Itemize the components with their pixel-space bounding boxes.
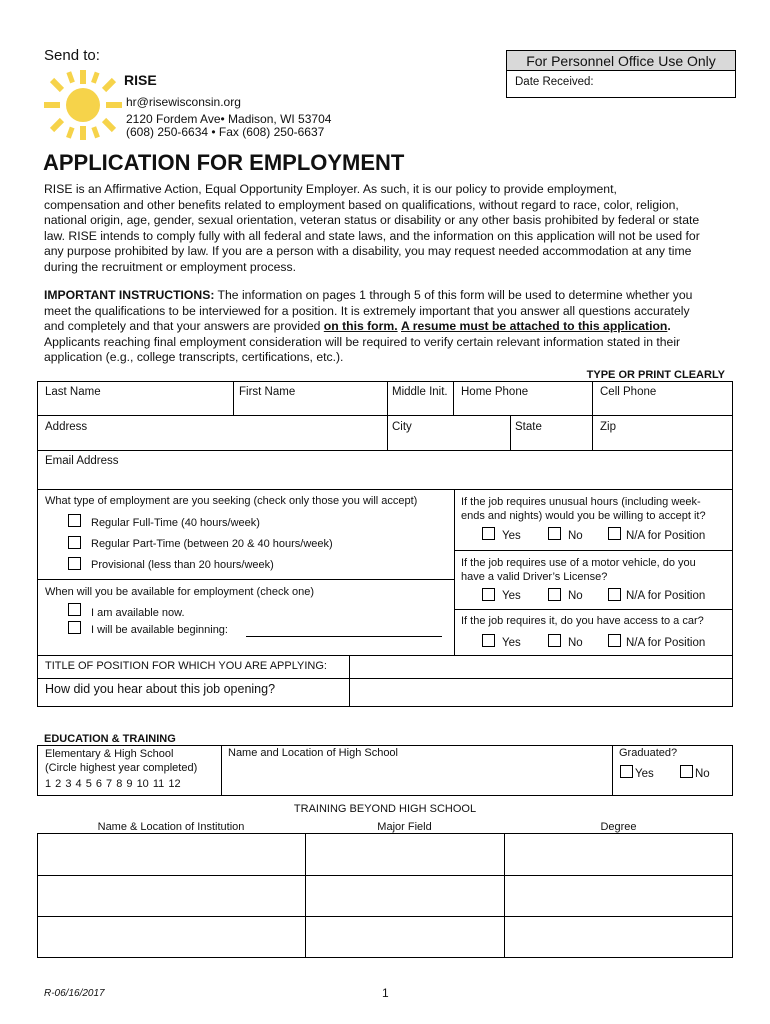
availability-question: When will you be available for employment (check one) [45,586,315,598]
type-or-print-note: TYPE OR PRINT CLEARLY [586,369,725,381]
license-na-checkbox[interactable] [608,588,621,601]
org-email: hr@risewisconsin.org [126,95,241,109]
instructions-text: Applicants reaching final employment consideration will be required to verify certain relevant information stated in their [44,334,681,349]
address-field[interactable]: Address [45,421,88,433]
label-line: (Circle highest year completed) [45,762,198,774]
instructions-text: and completely and that your answers are provided [44,319,324,334]
intro-line: law. RISE intends to comply fully with all federal and state laws, and the information on this application will not be used for [44,228,700,243]
license-yes-checkbox[interactable] [482,588,495,601]
license-na-label: N/A for Position [626,590,706,602]
car-yes-checkbox[interactable] [482,634,495,647]
part-time-checkbox[interactable] [68,536,81,549]
provisional-checkbox[interactable] [68,557,81,570]
personnel-office-box [506,50,736,98]
date-received-label: Date Received: [515,76,594,88]
intro-line: during the recruitment or employment process. [44,259,296,274]
available-beginning-label: I will be available beginning: [91,624,228,636]
unusual-hours-yes-label: Yes [502,530,521,542]
unusual-hours-question [461,495,706,523]
available-now-checkbox[interactable] [68,603,81,616]
license-no-label: No [568,590,583,602]
question-line: If the job requires unusual hours (including week- [461,496,701,508]
car-no-label: No [568,637,583,649]
training-row-2-degree[interactable] [505,876,732,915]
page-title: APPLICATION FOR EMPLOYMENT [43,150,405,175]
resume-requirement: A resume must be attached to this application [401,319,668,334]
label-line: Elementary & High School [45,748,174,760]
question-line: If the job requires use of a motor vehicle, do you [461,557,696,569]
training-row-2-major[interactable] [306,876,503,915]
graduated-no-label: No [695,768,710,780]
last-name-field[interactable]: Last Name [45,386,101,398]
how-heard-label: How did you hear about this job opening? [45,682,276,696]
org-name: RISE [124,72,157,88]
middle-init-field[interactable]: Middle Init. [392,386,448,398]
available-beginning-checkbox[interactable] [68,621,81,634]
question-line: ends and nights) would you be willing to accept it? [461,510,706,522]
training-row-3-degree[interactable] [505,917,732,957]
cell-phone-field[interactable]: Cell Phone [600,386,657,398]
motor-vehicle-question [461,556,696,584]
intro-line: national origin, age, gender, sexual orientation, veteran status or disability or any other basis prohibited by federal or state [44,213,700,228]
how-heard-input[interactable] [350,679,732,706]
full-time-checkbox[interactable] [68,514,81,527]
graduated-no-checkbox[interactable] [680,765,693,778]
state-field[interactable]: State [515,421,542,433]
unusual-hours-na-label: N/A for Position [626,530,706,542]
unusual-hours-yes-checkbox[interactable] [482,527,495,540]
training-row-3-major[interactable] [306,917,503,957]
rise-logo-icon [42,68,124,142]
car-na-label: N/A for Position [626,637,706,649]
beyond-high-school-heading: TRAINING BEYOND HIGH SCHOOL [293,803,477,815]
intro-paragraph [44,182,729,276]
intro-line: RISE is an Affirmative Action, Equal Opportunity Employer. As such, it is our policy to provide employment, [44,182,617,196]
car-access-question: If the job requires it, do you have access to a car? [461,615,704,627]
graduated-label: Graduated? [619,747,678,759]
page-number: 1 [382,986,389,1000]
available-date-line[interactable] [246,636,442,637]
intro-line: compensation and other benefits related to employment based on qualifications, without regard to race, color, religion, [44,197,679,212]
available-now-label: I am available now. [91,607,185,619]
license-yes-label: Yes [502,590,521,602]
email-field[interactable]: Email Address [45,455,119,467]
training-row-1-degree[interactable] [505,834,732,874]
send-to-label: Send to: [44,47,100,64]
training-row-2-institution[interactable] [38,876,304,915]
instructions-text: The information on pages 1 through 5 of this form will be used to determine whether you [214,288,693,302]
city-field[interactable]: City [392,421,412,433]
revision-date: R-06/16/2017 [44,988,105,999]
car-no-checkbox[interactable] [548,634,561,647]
unusual-hours-no-label: No [568,530,583,542]
col-degree-header: Degree [600,821,637,833]
provisional-label: Provisional (less than 20 hours/week) [91,559,274,571]
instructions-emphasis: on this form. [323,319,398,334]
org-address: 2120 Fordem Ave• Madison, WI 53704 [126,112,332,126]
zip-field[interactable]: Zip [600,421,616,433]
full-time-label: Regular Full-Time (40 hours/week) [91,517,260,529]
employment-type-question: What type of employment are you seeking (check only those you will accept) [45,495,418,507]
hs-name-location-field[interactable]: Name and Location of High School [228,747,398,759]
instructions-paragraph [44,288,729,366]
first-name-field[interactable]: First Name [239,386,296,398]
car-na-checkbox[interactable] [608,634,621,647]
training-row-1-institution[interactable] [38,834,304,874]
unusual-hours-na-checkbox[interactable] [608,527,621,540]
personnel-office-title: For Personnel Office Use Only [507,51,735,71]
part-time-label: Regular Part-Time (between 20 & 40 hours/week) [91,538,333,550]
school-level-label [45,747,197,775]
instructions-text: meet the qualifications to be interviewed for a position. It is extremely important that you answer all questions accurately [44,303,690,318]
col-major-header: Major Field [377,821,432,833]
graduated-yes-label: Yes [635,768,654,780]
instructions-label: IMPORTANT INSTRUCTIONS: [44,288,215,302]
position-title-input[interactable] [350,656,732,678]
car-yes-label: Yes [502,637,521,649]
instructions-text: application (e.g., college transcripts, certifications, etc.). [44,350,344,365]
question-line: have a valid Driver’s License? [461,571,608,583]
grade-selector[interactable]: 1 2 3 4 5 6 7 8 9 10 11 12 [45,778,181,790]
training-row-1-major[interactable] [306,834,503,874]
intro-line: any purpose prohibited by law. If you are a person with a disability, you may request needed accommodation at any time [44,244,692,259]
education-heading: EDUCATION & TRAINING [44,733,176,745]
org-phone: (608) 250-6634 • Fax (608) 250-6637 [126,125,325,139]
training-row-3-institution[interactable] [38,917,304,957]
unusual-hours-no-checkbox[interactable] [548,527,561,540]
position-title-label: TITLE OF POSITION FOR WHICH YOU ARE APPLYING: [45,660,327,672]
license-no-checkbox[interactable] [548,588,561,601]
graduated-yes-checkbox[interactable] [620,765,633,778]
col-institution-header: Name & Location of Institution [97,821,245,833]
home-phone-field[interactable]: Home Phone [461,386,529,398]
instructions-period: . [667,319,671,334]
